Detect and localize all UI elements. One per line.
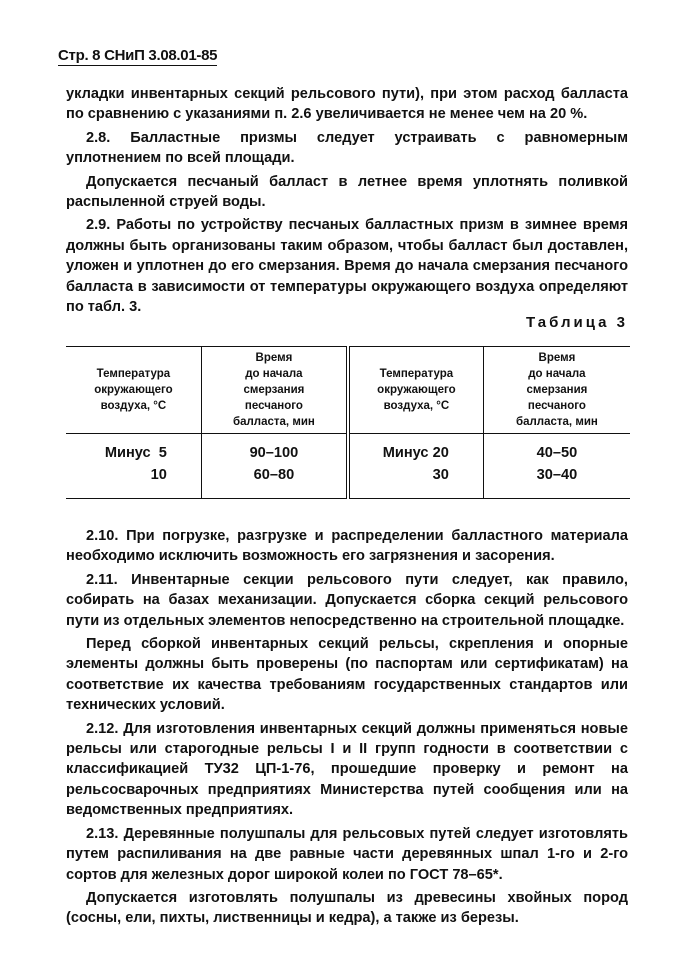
- paragraph-text: При погрузке, разгрузке и распределении балластного материала необходимо исключить возможность его загрязнения и засорения.: [66, 528, 628, 565]
- header-temperature-1: Температура окружающего воздуха, °С: [66, 347, 201, 434]
- paragraph-text: Перед сборкой инвентарных секций рельсы, скрепления и опорные элементы должны быть проверены (по паспортам или сертификатам) на соответствие их качества требованиям государственных стандартов или технических условий.: [66, 636, 628, 714]
- header-temperature-2: Температура окружающего воздуха, °С: [348, 347, 483, 434]
- paragraph-2-8: [66, 128, 628, 169]
- paragraph-2-10: [66, 526, 628, 567]
- header-time-1: Время до начала смерзания песчаного балласта, мин: [201, 347, 348, 434]
- paragraph-2-11: [66, 570, 628, 631]
- paragraph-2-13: [66, 824, 628, 885]
- clause-number: 2.12.: [86, 720, 119, 737]
- paragraph-text: Допускается изготовлять полушпалы из древесины хвойных пород (сосны, ели, пихты, лиственницы и кедра), а также из березы.: [66, 889, 628, 927]
- table-3: [66, 346, 630, 499]
- paragraph-text: Работы по устройству песчаных балластных призм в зимнее время должны быть организованы таким образом, чтобы балласт был доставлен, уложен и уплотнен до его смерзания. Время до начала смерзания песчаного балласта в зависимости от температуры окружающего воздуха определяют по табл. 3.: [66, 217, 628, 316]
- clause-number: 2.9.: [86, 217, 111, 234]
- paragraph-text: Допускается песчаный балласт в летнее время уплотнять поливкой распыленной струей воды.: [66, 173, 628, 211]
- text-block-bottom: [66, 526, 628, 929]
- cell-temperature-1: Минус 5 10: [66, 434, 201, 499]
- paragraph-text: Деревянные полушпалы для рельсовых путей следует изготовлять путем распиливания на две равные части деревянных шпал 1-го и 2-го сортов для железных дорог широкой колеи по ГОСТ 78–65*.: [66, 825, 628, 883]
- cell-temperature-2: Минус 20 30: [348, 434, 483, 499]
- paragraph-assembly-check: [66, 634, 628, 716]
- paragraph-2-9: [66, 215, 628, 317]
- clause-number: 2.13.: [86, 825, 119, 842]
- page-header: Стр. 8 СНиП 3.08.01-85: [58, 47, 218, 64]
- clause-number: 2.8.: [86, 129, 111, 146]
- paragraph-text: Балластные призмы следует устраивать с равномерным уплотнением по всей площади.: [66, 129, 628, 167]
- text-block-top: [66, 84, 628, 317]
- paragraph-sand-ballast: [66, 172, 628, 213]
- cell-time-1: 90–100 60–80: [201, 434, 348, 499]
- paragraph-2-12: [66, 719, 628, 821]
- cell-time-2: 40–50 30–40: [483, 434, 630, 499]
- paragraph-text: Для изготовления инвентарных секций должны применяться новые рельсы или старогодные рельсы I и II групп годности в соответствии с классификацией ТУ32 ЦП-1-76, прошедшие проверку и ремонт на рельсосварочных предприятиях Министерства путей сообщения или на ведомственных предприятиях.: [66, 720, 628, 819]
- table-body-row: [66, 434, 630, 499]
- table-header-row: [66, 347, 630, 434]
- clause-number: 2.11.: [86, 571, 118, 588]
- paragraph-continuation: [66, 84, 628, 125]
- header-time-2: Время до начала смерзания песчаного балласта, мин: [483, 347, 630, 434]
- paragraph-text: Инвентарные секции рельсового пути следует, как правило, собирать на базах механизации. Допускается сборка секций рельсового пути из отдельных элементов непосредственно на строительной площадке.: [66, 571, 628, 629]
- paragraph-wood-species: [66, 888, 628, 929]
- paragraph-text: укладки инвентарных секций рельсового пути), при этом расход балласта по сравнению с указаниями п. 2.6 увеличивается не менее чем на 20 %.: [66, 86, 628, 123]
- table-caption: Таблица 3: [525, 314, 628, 331]
- clause-number: 2.10.: [86, 528, 119, 544]
